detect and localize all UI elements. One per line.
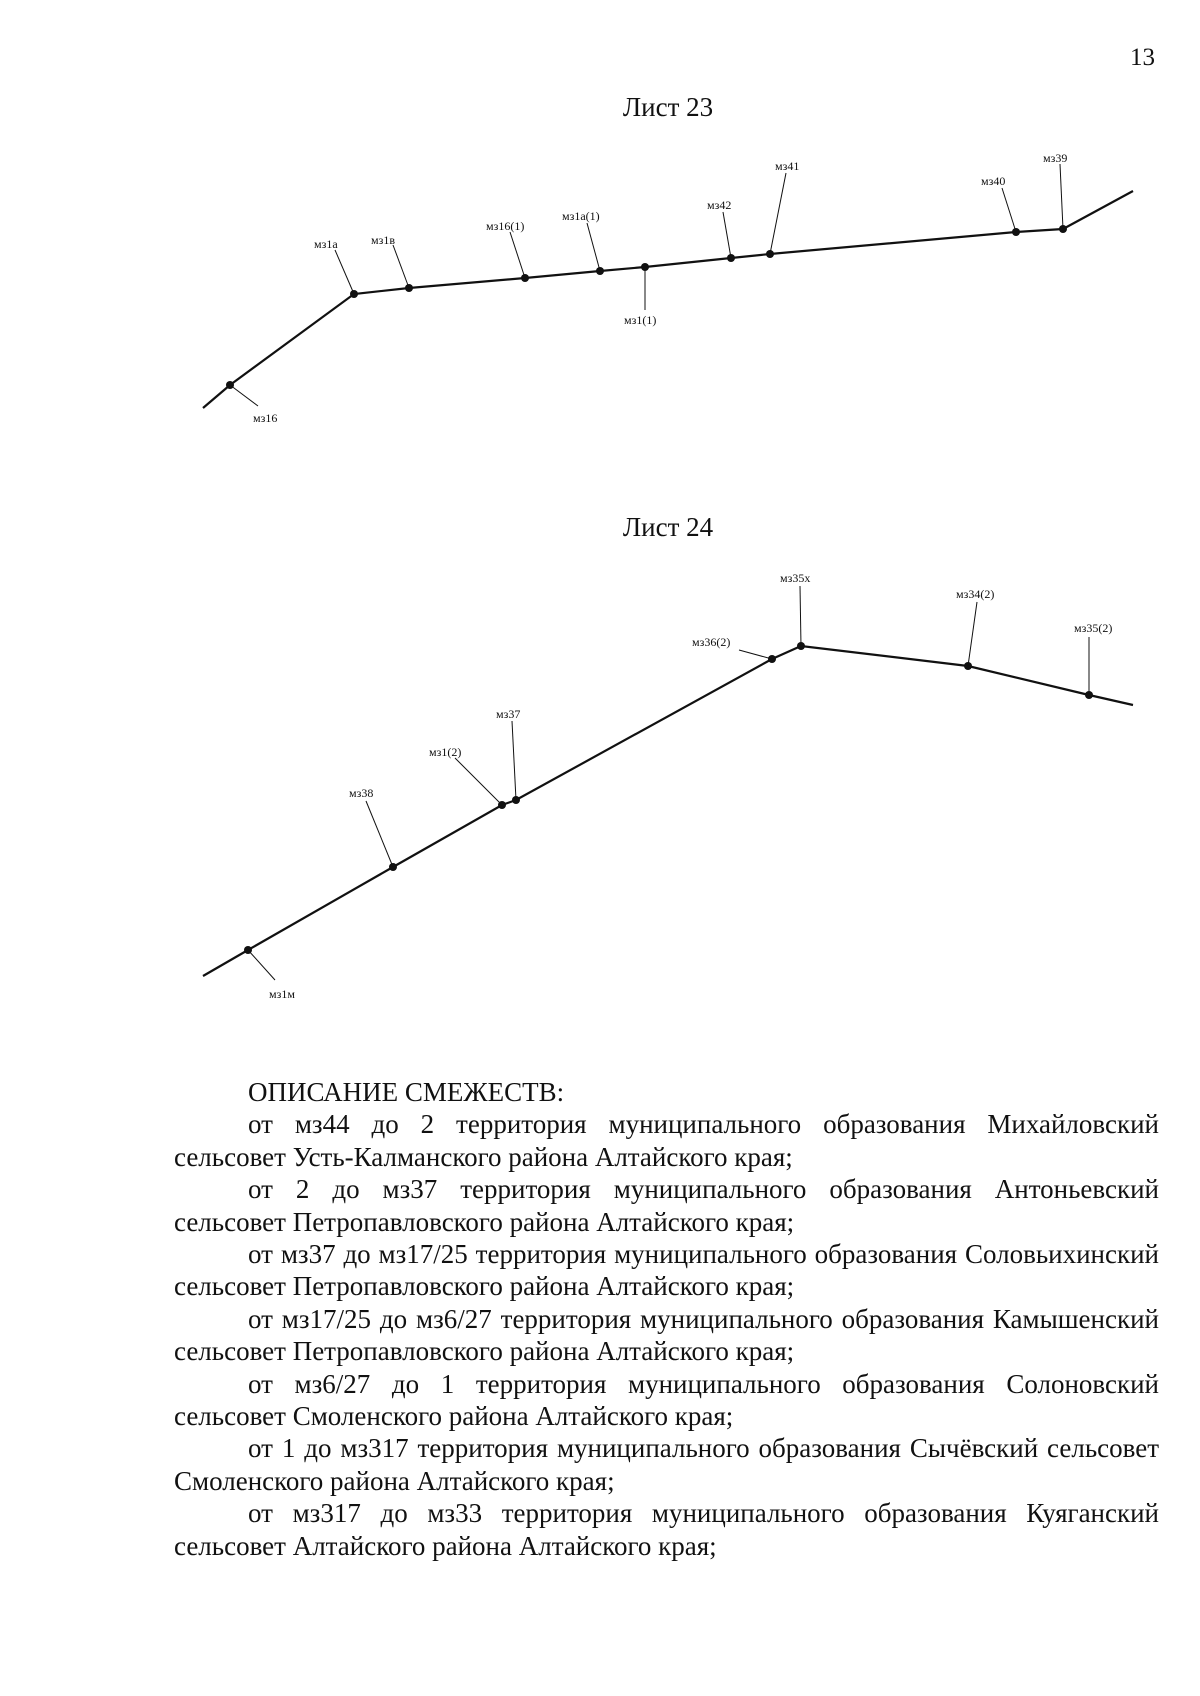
sheet-24-title: Лист 24 (622, 512, 714, 542)
label-mz42: мз42 (707, 198, 732, 212)
leader-mz16 (230, 385, 258, 406)
adjacency-paragraph: от мз17/25 до мз6/27 территория муниципального образования Камышенский сельсовет Петропавловского района Алтайского края; (174, 1303, 1159, 1367)
label-mz37: мз37 (496, 707, 521, 721)
leader-mz1v (393, 245, 409, 288)
leader-mz35x (800, 586, 801, 646)
leader-mz41 (770, 173, 786, 254)
description-heading: ОПИСАНИЕ СМЕЖЕСТВ: (248, 1077, 565, 1107)
label-mz16-1: мз16(1) (486, 219, 525, 233)
adjacency-paragraph: от 1 до мз317 территория муниципального образования Сычёвский сельсовет Смоленского района Алтайского края; (174, 1433, 1159, 1496)
adjacency-paragraph: от мз317 до мз33 территория муниципального образования Куяганский сельсовет Алтайского района Алтайского края; (174, 1498, 1159, 1561)
label-mz1m: мз1м (269, 987, 295, 1001)
boundary-line (203, 191, 1133, 408)
leader-mz42 (723, 212, 731, 258)
adjacency-paragraph: от мз44 до 2 территория муниципального образования Михайловский сельсовет Усть-Калманского района Алтайского края; (174, 1109, 1159, 1172)
adjacency-paragraph: от 2 до мз37 территория муниципального образования Антоньевский сельсовет Петропавловского района Алтайского края; (174, 1174, 1159, 1237)
label-mz41: мз41 (775, 159, 800, 173)
leader-mz1m (248, 950, 275, 980)
label-mz35-2: мз35(2) (1074, 621, 1113, 635)
leader-mz34-2 (968, 602, 977, 666)
sheet-23-scheme (0, 140, 1200, 450)
label-mz1-2: мз1(2) (429, 745, 462, 759)
label-mz1a-1: мз1а(1) (562, 209, 600, 223)
leader-mz1a (335, 250, 354, 294)
adjacency-paragraph: от мз6/27 до 1 территория муниципального образования Солоновский сельсовет Смоленского района Алтайского края; (174, 1368, 1159, 1432)
label-mz40: мз40 (981, 174, 1006, 188)
label-mz35x: мз35х (780, 571, 811, 585)
label-mz38: мз38 (349, 786, 374, 800)
leader-mz39 (1060, 164, 1063, 229)
leader-mz38 (366, 801, 393, 867)
boundary-line (203, 646, 1133, 976)
leader-mz1a-1 (587, 223, 600, 271)
label-mz34-2: мз34(2) (956, 587, 995, 601)
leader-mz16-1 (510, 232, 525, 278)
sheet-24-scheme (0, 560, 1200, 1020)
label-mz16: мз16 (253, 411, 278, 425)
leader-mz40 (1002, 188, 1016, 232)
label-mz1a: мз1а (314, 237, 338, 251)
page-number: 13 (1130, 44, 1155, 71)
leader-mz36-2 (739, 650, 772, 659)
adjacency-description (174, 1076, 1159, 1562)
sheet-23-title: Лист 23 (622, 92, 714, 122)
leader-mz1-2 (455, 758, 502, 805)
label-mz1-1: мз1(1) (624, 313, 657, 327)
label-mz36-2: мз36(2) (692, 635, 731, 649)
leader-mz37 (512, 721, 516, 800)
label-mz39: мз39 (1043, 151, 1068, 165)
adjacency-paragraph: от мз37 до мз17/25 территория муниципального образования Соловьихинский сельсовет Петропавловского района Алтайского края; (174, 1239, 1159, 1302)
label-mz1v: мз1в (371, 233, 395, 247)
